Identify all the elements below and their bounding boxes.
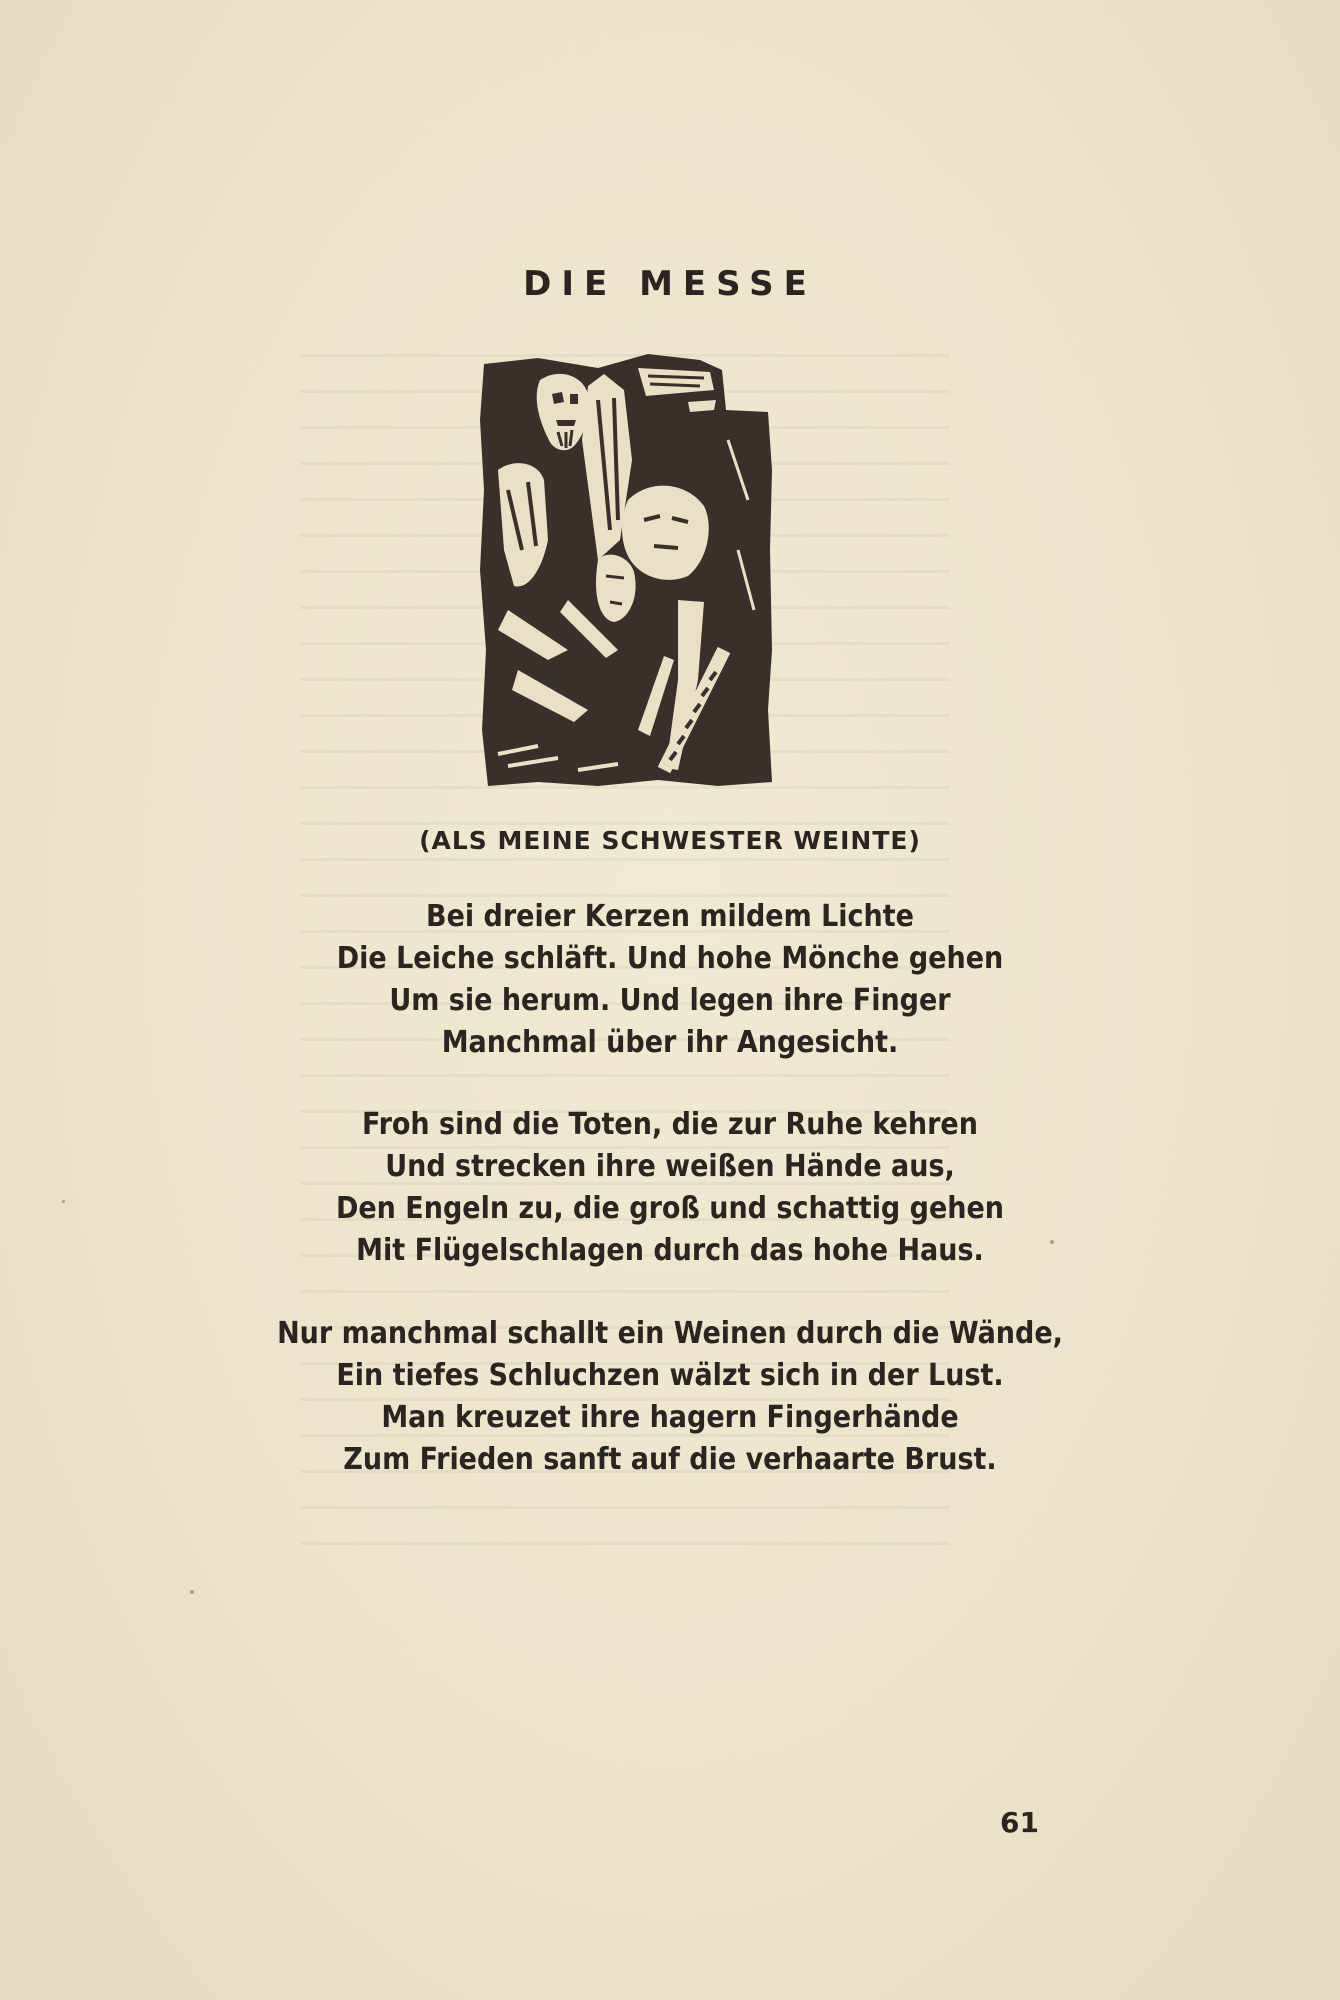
verse-line: Zum Frieden sanft auf die verhaarte Brust. [343, 1442, 997, 1477]
verse-line: Den Engeln zu, die groß und schattig gehen [335, 1191, 1005, 1226]
verse-line: Um sie herum. Und legen ihre Finger [389, 983, 951, 1018]
verse-line: Und strecken ihre weißen Hände aus, [385, 1149, 955, 1184]
verse-line: Manchmal über ihr Angesicht. [441, 1025, 899, 1060]
woodcut-illustration [478, 350, 774, 790]
verse-line: Bei dreier Kerzen mildem Lichte [426, 899, 914, 934]
verse-line: Ein tiefes Schluchzen wälzt sich in der Lust. [336, 1358, 1004, 1393]
poem-title: DIE MESSE [523, 264, 817, 304]
stanza-3 [0, 1313, 1340, 1481]
verse-line: Mit Flügelschlagen durch das hohe Haus. [356, 1233, 984, 1268]
stanza-2 [0, 1104, 1340, 1272]
verse-line: Man kreuzet ihre hagern Fingerhände [381, 1400, 959, 1435]
verse-line: Die Leiche schläft. Und hohe Mönche gehen [336, 941, 1004, 976]
verse-line: Nur manchmal schallt ein Weinen durch die Wände, [277, 1316, 1063, 1351]
paper-speck [1050, 1240, 1054, 1244]
paper-speck [62, 1200, 65, 1203]
poem-subtitle: (ALS MEINE SCHWESTER WEINTE) [419, 826, 921, 855]
page-number: 61 [1000, 1806, 1039, 1839]
paper-speck [190, 1590, 194, 1594]
stanza-1 [0, 896, 1340, 1064]
verse-line: Froh sind die Toten, die zur Ruhe kehren [362, 1107, 978, 1142]
